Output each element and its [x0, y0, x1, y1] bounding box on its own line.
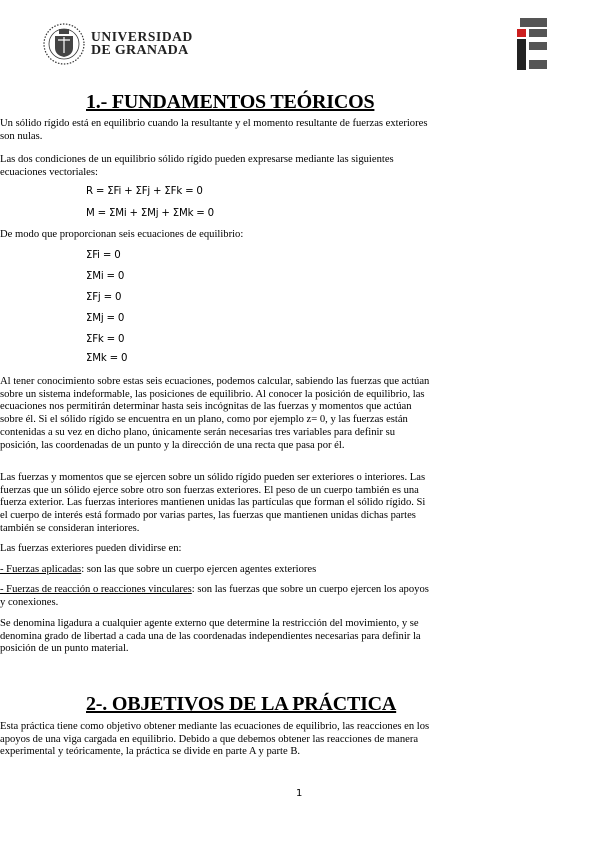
university-name-line2: DE GRANADA [91, 43, 189, 58]
page-header [0, 0, 599, 80]
reaction-forces-definition: : son las fuerzas que sobre un cuerpo ejercen los apoyos y conexiones. [0, 584, 429, 608]
paragraph-exterior-forces: Las fuerzas exteriores pueden dividirse en: [0, 543, 182, 554]
university-seal-icon [42, 22, 86, 66]
paragraph-applied-forces [0, 564, 430, 577]
equation-sum-mi: ΣMi = 0 [86, 271, 125, 282]
section-title-fundamentos: 1.- FUNDAMENTOS TEÓRICOS [86, 91, 375, 113]
equation-sum-mk: ΣMk = 0 [86, 353, 128, 364]
equation-sum-fi: ΣFi = 0 [86, 250, 121, 261]
paragraph-intro: Un sólido rígido está en equilibrio cuando la resultante y el momento resultante de fuerzas exteriores son nulas. [0, 118, 428, 142]
paragraph-objectives: Esta práctica tiene como objetivo obtener mediante las ecuaciones de equilibrio, las reacciones en los apoyos de una viga cargada en equilibrio. Debido a que debemos obtener las reacciones de manera experimental y teóricamente, la práctica se divide en parte A y parte B. [0, 721, 430, 758]
paragraph-constraints: Se denomina ligadura a cualquier agente externo que determine la restricción del movimiento, y se denomina grado de libertad a cada una de las coordenadas independientes necesarias para definir la posición de un punto material. [0, 618, 421, 655]
paragraph-six-equations: De modo que proporcionan seis ecuaciones de equilibrio: [0, 229, 244, 240]
paragraph-conditions: Las dos condiciones de un equilibrio sólido rígido pueden expresarse mediante las siguientes ecuaciones vectoriales: [0, 154, 394, 178]
section-title-objetivos: 2-. OBJETIVOS DE LA PRÁCTICA [86, 693, 397, 715]
term-applied-forces: - Fuerzas aplicadas [0, 564, 82, 575]
paragraph-forces: Las fuerzas y momentos que se ejercen sobre un sólido rígido pueden ser exteriores o interiores. Las fuerzas que un sólido ejerce sobre otro son fuerzas exteriores. El peso de un cuerpo también es una fuerza exterior. Las fuerzas interiores mantienen unidas las partículas que forman el sólido rígido. Si el cuerpo de interés está formado por varias partes, las fuerzas que mantienen unidas dichas partes también se consideran interiores. [0, 472, 426, 534]
equation-sum-fk: ΣFk = 0 [86, 334, 125, 345]
paragraph-knowledge: Al tener conocimiento sobre estas seis ecuaciones, podemos calcular, sabiendo las fuerzas que actúan sobre un sistema indeformable, las posiciones de equilibrio. Al conocer la posición de equilibrio, las ecuaciones nos permitirán determinar hasta seis incógnitas de las fuerzas y momentos que actúan sobre él. Si el sólido rígido se encuentra en un plano, como por ejemplo z= 0, y las fuerzas están contenidas a su vez en dicho plano, únicamente serán necesarias tres variables para definir su posición, las coordenadas de un punto y la dirección de una recta que pasa por él. [0, 376, 430, 451]
university-name-line1: UNIVERSIDAD [91, 29, 193, 44]
university-name [91, 30, 193, 58]
e-block-logo-icon [517, 18, 547, 70]
page-number: 1 [296, 788, 303, 799]
equation-resultant: R = ΣFi + ΣFj + ΣFk = 0 [86, 186, 203, 197]
equation-sum-mj: ΣMj = 0 [86, 313, 125, 324]
applied-forces-definition: : son las que sobre un cuerpo ejercen agentes exteriores [81, 564, 317, 575]
equation-moment: M = ΣMi + ΣMj + ΣMk = 0 [86, 208, 214, 219]
equation-sum-fj: ΣFj = 0 [86, 292, 122, 303]
term-reaction-forces: - Fuerzas de reacción o reacciones vinculares [0, 584, 192, 595]
paragraph-reaction-forces [0, 584, 430, 609]
